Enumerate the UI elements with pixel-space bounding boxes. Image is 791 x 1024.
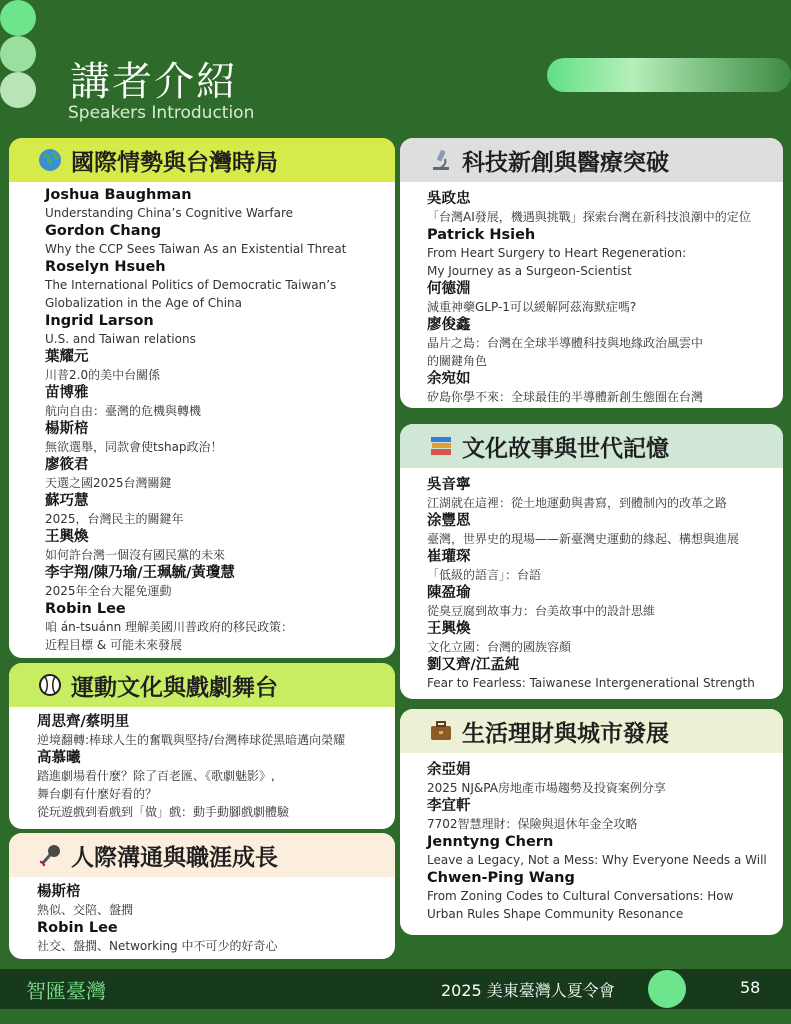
microphone-icon <box>37 842 63 868</box>
section-title: 運動文化與戲劇舞台 <box>71 674 278 701</box>
speaker-name: Robin Lee <box>37 920 118 936</box>
section-header <box>9 138 395 182</box>
talk-title: 踏進劇場看什麼？除了百老匯、《歌劇魅影》, 舞台劇有什麼好看的？ 從玩遊戲到看戲到「做」戲：動手動腳戲劇體驗 <box>37 769 290 819</box>
speaker-name: Jenntyng Chern <box>427 834 554 850</box>
speaker-name: Ingrid Larson <box>45 313 154 329</box>
section-header <box>400 709 783 753</box>
speaker-name: 廖俊鑫 <box>427 317 471 333</box>
talk-title: 臺灣，世界史的現場——新臺灣史運動的緣起、構想與進展 <box>427 532 740 546</box>
speaker-name: 吳政忠 <box>427 191 471 207</box>
briefcase-icon <box>428 718 454 744</box>
talk-title: 2025，台灣民主的關鍵年 <box>45 512 184 526</box>
baseball-icon <box>37 672 63 698</box>
speaker-name: 劉又齊/江孟純 <box>427 657 520 673</box>
speaker-name: 蘇巧慧 <box>45 493 89 509</box>
talk-title: 減重神藥GLP-1可以緩解阿茲海默症嗎? <box>427 300 637 314</box>
section-title: 國際情勢與台灣時局 <box>71 149 278 176</box>
speaker-name: Chwen-Ping Wang <box>427 870 575 886</box>
speaker-name: 王興煥 <box>427 621 471 637</box>
microscope-icon <box>428 147 454 173</box>
section-card-culture <box>400 424 783 699</box>
books-icon <box>428 433 454 459</box>
speaker-name: 廖筱君 <box>45 457 89 473</box>
talk-title: 咱 án-tsuánn 理解美國川普政府的移民政策： 近程目標 & 可能未來發展 <box>45 620 294 652</box>
speaker-name: 李宇翔/陳乃瑜/王珮毓/黃瓊慧 <box>45 565 235 581</box>
talk-title: 「低級的語言」：台語 <box>427 568 542 582</box>
section-card-comm <box>9 833 395 959</box>
decorative-gradient-bar <box>547 58 791 92</box>
section-header <box>400 138 783 182</box>
speaker-name: 周思齊/蔡明里 <box>37 714 130 730</box>
speaker-name: 苗博雅 <box>45 385 89 401</box>
section-header <box>9 663 395 707</box>
speaker-name: 余亞娟 <box>427 762 471 778</box>
section-header <box>400 424 783 468</box>
speaker-name: 余宛如 <box>427 371 471 387</box>
speaker-name: Patrick Hsieh <box>427 227 536 243</box>
decorative-circle <box>0 36 36 72</box>
speaker-name: 葉耀元 <box>45 349 89 365</box>
talk-title: 矽島你學不來：全球最佳的半導體新創生態圈在台灣 <box>427 390 704 404</box>
speaker-name: 王興煥 <box>45 529 89 545</box>
speaker-list <box>9 182 395 654</box>
speaker-name: 崔瓘琛 <box>427 549 471 565</box>
section-card-tech <box>400 138 783 408</box>
talk-title: From Zoning Codes to Cultural Conversations: How Urban Rules Shape Community Resonance <box>427 889 734 921</box>
talk-title: 「台灣AI發展，機遇與挑戰」探索台灣在新科技浪潮中的定位 <box>427 210 751 224</box>
section-title: 科技新創與醫療突破 <box>462 149 669 176</box>
page-number: 58 <box>740 978 761 997</box>
section-header <box>9 833 395 877</box>
talk-title: 無欲選舉，同款會使tshap政治！ <box>45 440 223 454</box>
footer-strip <box>0 1009 791 1024</box>
talk-title: 川普2.0的美中台關係 <box>45 368 161 382</box>
talk-title: 社交、盤撋、Networking 中不可少的好奇心 <box>37 939 278 953</box>
section-card-life <box>400 709 783 935</box>
footer-brand: 智匯臺灣 <box>26 979 106 1003</box>
speaker-name: 楊斯棓 <box>37 884 81 900</box>
talk-title: Understanding China’s Cognitive Warfare <box>45 206 294 220</box>
speaker-name: 李宜軒 <box>427 798 471 814</box>
section-card-sport <box>9 663 395 829</box>
speaker-name: Gordon Chang <box>45 223 162 239</box>
speaker-name: 楊斯棓 <box>45 421 89 437</box>
speaker-list <box>400 753 783 923</box>
talk-title: 航向自由：臺灣的危機與轉機 <box>45 404 202 418</box>
talk-title: 江湖就在這裡：從土地運動與書寫，到體制內的改革之路 <box>427 496 728 510</box>
talk-title: 從臭豆腐到故事力：台美故事中的設計思維 <box>427 604 656 618</box>
decorative-circle <box>0 0 36 36</box>
footer <box>0 969 791 1009</box>
talk-title: 晶片之島：台灣在全球半導體科技與地緣政治風雲中 的關鍵角色 <box>427 336 704 368</box>
globe-icon <box>37 147 63 173</box>
talk-title: 熟似、交陪、盤撋 <box>37 903 134 917</box>
section-title: 人際溝通與職涯成長 <box>71 844 278 871</box>
footer-event: 2025 美東臺灣人夏令會 <box>441 981 615 1000</box>
talk-title: Leave a Legacy, Not a Mess: Why Everyone Needs a Will <box>427 853 767 867</box>
decorative-circle <box>648 970 686 1008</box>
speaker-name: 高慕曦 <box>37 750 81 766</box>
section-title: 文化故事與世代記憶 <box>462 435 669 462</box>
speaker-list <box>400 182 783 406</box>
talk-title: 7702智慧理財：保險與退休年金全攻略 <box>427 817 638 831</box>
talk-title: Why the CCP Sees Taiwan As an Existential Threat <box>45 242 347 256</box>
talk-title: 逆境翻轉:棒球人生的奮戰與堅持/台灣棒球從黑暗邁向榮耀 <box>37 733 346 747</box>
talk-title: From Heart Surgery to Heart Regeneration: My Journey as a Surgeon-Scientist <box>427 246 687 278</box>
talk-title: 2025 NJ&PA房地產市場趨勢及投資案例分享 <box>427 781 666 795</box>
section-title: 生活理財與城市發展 <box>462 720 669 747</box>
talk-title: U.S. and Taiwan relations <box>45 332 196 346</box>
talk-title: 如何許台灣一個沒有國民黨的未來 <box>45 548 226 562</box>
speaker-name: 何德淵 <box>427 281 471 297</box>
speaker-name: 陳盈瑜 <box>427 585 471 601</box>
speaker-list <box>400 468 783 692</box>
speaker-name: 涂豐恩 <box>427 513 471 529</box>
speaker-list <box>9 707 395 821</box>
speaker-name: Roselyn Hsueh <box>45 259 166 275</box>
page-subtitle: Speakers Introduction <box>68 103 255 123</box>
talk-title: 文化立國：台灣的國族容顏 <box>427 640 572 654</box>
decorative-circle <box>0 72 36 108</box>
talk-title: Fear to Fearless: Taiwanese Intergenerational Strength <box>427 676 755 690</box>
talk-title: 2025年全台大罷免運動 <box>45 584 172 598</box>
section-card-intl <box>9 138 395 658</box>
speaker-name: 吳音寧 <box>427 477 471 493</box>
talk-title: The International Politics of Democratic Taiwan’s Globalization in the Age of China <box>45 278 337 310</box>
speaker-name: Joshua Baughman <box>45 187 192 203</box>
talk-title: 天選之國2025台灣關鍵 <box>45 476 172 490</box>
page-title: 講者介紹 <box>70 59 238 105</box>
speaker-name: Robin Lee <box>45 601 126 617</box>
speaker-list <box>9 877 395 955</box>
